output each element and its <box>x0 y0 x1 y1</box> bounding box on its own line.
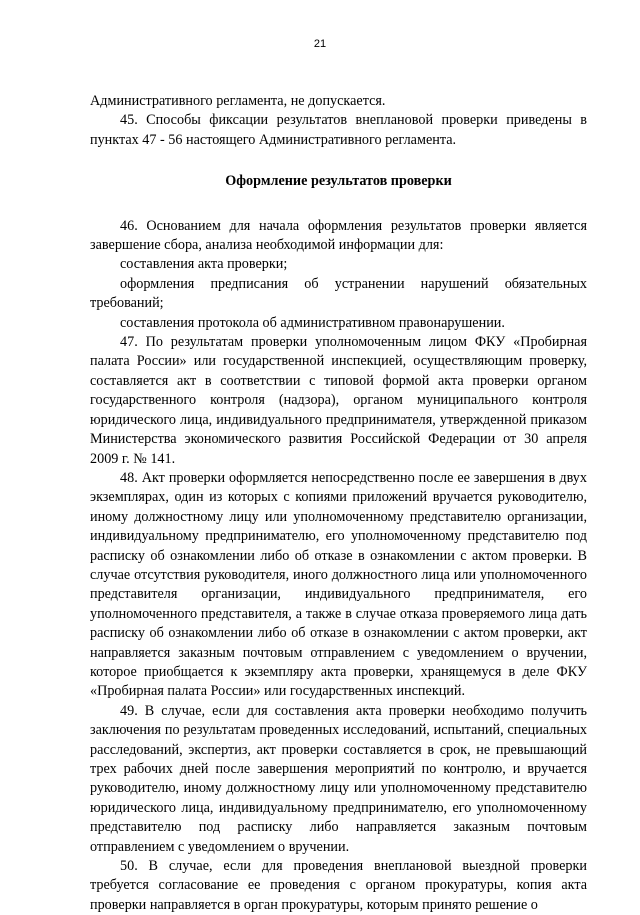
list-item-protocol: составления протокола об административном правонарушении. <box>120 314 505 331</box>
paragraph-46: 46. Основанием для начала оформления результатов проверки является завершение сбора, анализа необходимой информации для: <box>90 217 587 254</box>
paragraph-50: 50. В случае, если для проведения внеплановой выездной проверки требуется согласование ее проведения с органом прокуратуры, копия акта проверки направляется в орган прокуратуры, которым принято решение о <box>90 858 587 913</box>
document-body <box>90 92 587 915</box>
paragraph-49: 49. В случае, если для составления акта проверки необходимо получить заключения по результатам проведенных исследований, испытаний, специальных расследований, экспертиз, акт проверки составляется в срок, не превышающий трех рабочих дней после завершения мероприятий по контролю, и вручается руководителю, иному должностному лицу или уполномоченному представителю юридического лица, индивидуальному предпринимателю, его уполномоченному представителю под расписку либо направляется заказным почтовым отправлением с уведомлением о вручении. <box>90 702 587 855</box>
section-heading: Оформление результатов проверки <box>225 173 452 190</box>
paragraph-45: 45. Способы фиксации результатов внеплановой проверки приведены в пунктах 47 - 56 настоящего Административного регламента. <box>90 112 587 148</box>
paragraph-continuation: Административного регламента, не допускается. <box>90 93 386 109</box>
page-number: 21 <box>313 38 327 50</box>
paragraph-48: 48. Акт проверки оформляется непосредственно после ее завершения в двух экземплярах, один из которых с копиями приложений вручается руководителю, иному должностному лицу или уполномоченному представителю организации, индивидуальному предпринимателю, его уполномоченному представителю под расписку об ознакомлении либо об отказе в ознакомлении с актом проверки. В случае отсутствия руководителя, иного должностного лица или уполномоченного представителя организации, индивидуального предпринимателя, его уполномоченного представителя, а также в случае отказа проверяемого лица дать расписку об ознакомлении либо об отказе в ознакомлении с актом проверки, акт направляется заказным почтовым отправлением с уведомлением о вручении, которое приобщается к экземпляру акта проверки, хранящемуся в деле ФКУ «Пробирная палата России» или государственных инспекций. <box>90 469 587 700</box>
paragraph-47: 47. По результатам проверки уполномоченным лицом ФКУ «Пробирная палата России» или государственной инспекцией, осуществляющим проверку, составляется акт в соответствии с типовой формой акта проверки органом государственного контроля (надзора), органом муниципального контроля юридического лица, индивидуального предпринимателя, утвержденной приказом Министерства экономического развития Российской Федерации от 30 апреля 2009 г. № 141. <box>90 334 587 467</box>
list-item-order: оформления предписания об устранении нарушений обязательных требований; <box>90 275 587 312</box>
list-item-act: составления акта проверки; <box>120 256 288 273</box>
